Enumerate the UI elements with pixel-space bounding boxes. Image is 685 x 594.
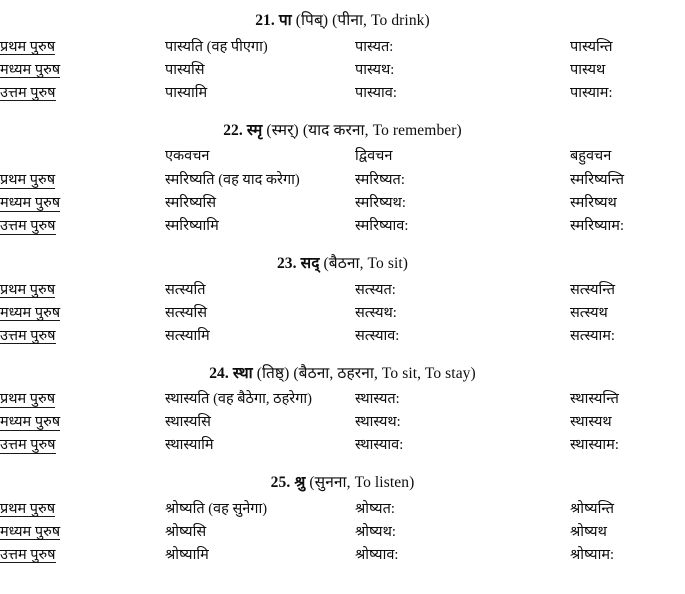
row-label-uttama-purusha — [0, 438, 165, 461]
verb-stem: (स्मर्) — [266, 121, 299, 139]
conjugation-table-21 — [0, 40, 685, 109]
cell-plural: पास्यथ — [570, 61, 606, 78]
cell-plural: श्रोष्याम: — [570, 546, 615, 563]
cell-singular: श्रोष्यति (वह सुनेगा) — [165, 500, 268, 517]
cell-dual: पास्यथ: — [355, 61, 395, 78]
cell-plural: स्थास्याम: — [570, 437, 619, 453]
row-label-text: प्रथम पुरुष — [0, 391, 56, 407]
row-label-text: मध्यम पुरुष — [0, 304, 61, 321]
cell-singular: स्थास्यसि — [165, 414, 211, 430]
spacer — [0, 352, 685, 366]
cell-plural: पास्याम: — [570, 84, 613, 101]
verb-root: श्रु — [294, 474, 306, 491]
verb-meaning: (याद करना, To remember) — [302, 121, 462, 139]
table-row — [0, 392, 685, 415]
cell-dual: सत्स्यत: — [355, 281, 396, 298]
cell-plural: सत्स्याम: — [570, 327, 615, 344]
section-number: 22. — [223, 121, 243, 139]
row-label-madhyama-purusha — [0, 525, 165, 548]
table-row — [0, 525, 685, 548]
cell-plural: स्थास्यन्ति — [570, 391, 619, 407]
cell-plural: सत्स्यन्ति — [570, 281, 615, 298]
conjugation-table-24 — [0, 392, 685, 461]
section-number: 21. — [255, 12, 275, 29]
cell-dual: स्मरिष्याव: — [355, 218, 409, 234]
cell-dual: स्मरिष्यत: — [355, 172, 405, 188]
row-label-text: उत्तम पुरुष — [0, 84, 56, 101]
row-label-text: प्रथम पुरुष — [0, 500, 56, 517]
verb-meaning: (बैठना, ठहरना, To sit, To stay) — [293, 364, 476, 382]
conjugation-section-21 — [0, 13, 685, 109]
spacer — [0, 109, 685, 123]
column-header-dvivachana: द्विवचन — [355, 148, 393, 164]
table-row — [0, 415, 685, 438]
table-row — [0, 502, 685, 525]
cell-singular: स्थास्यामि — [165, 437, 214, 453]
conjugation-table-25 — [0, 502, 685, 571]
cell-dual: श्रोष्यथ: — [355, 523, 396, 540]
section-title-25 — [0, 475, 685, 491]
cell-dual: पास्यत: — [355, 38, 394, 55]
row-label-prathama-purusha — [0, 502, 165, 525]
cell-dual: स्थास्यथ: — [355, 414, 401, 430]
spacer — [0, 242, 685, 256]
spacer — [0, 461, 685, 475]
section-title-24 — [0, 366, 685, 382]
row-label-prathama-purusha — [0, 173, 165, 196]
cell-singular: श्रोष्यामि — [165, 546, 209, 563]
row-label-text: उत्तम पुरुष — [0, 437, 56, 453]
table-row — [0, 438, 685, 461]
row-label-uttama-purusha — [0, 219, 165, 242]
row-label-madhyama-purusha — [0, 196, 165, 219]
table-row — [0, 196, 685, 219]
row-label-text: प्रथम पुरुष — [0, 38, 56, 55]
cell-singular: पास्यामि — [165, 84, 208, 101]
cell-singular: स्मरिष्यामि — [165, 218, 219, 234]
column-header-bahuvachana: बहुवचन — [570, 148, 612, 164]
row-label-text: प्रथम पुरुष — [0, 172, 56, 188]
header-spacer — [0, 149, 165, 173]
row-label-text: मध्यम पुरुष — [0, 195, 61, 211]
cell-singular: पास्यसि — [165, 61, 205, 78]
cell-plural: श्रोष्यथ — [570, 523, 607, 540]
conjugation-section-22 — [0, 123, 685, 243]
conjugation-table-23 — [0, 283, 685, 352]
spacer — [0, 29, 685, 40]
row-label-prathama-purusha — [0, 392, 165, 415]
conjugation-section-24 — [0, 366, 685, 462]
row-label-uttama-purusha — [0, 329, 165, 352]
cell-plural: श्रोष्यन्ति — [570, 500, 615, 517]
cell-singular: सत्स्यसि — [165, 304, 208, 321]
column-header-ekavachana: एकवचन — [165, 148, 210, 164]
conjugation-table-22 — [0, 149, 685, 242]
verb-stem: (तिष्ठ्) — [256, 364, 290, 382]
conjugation-section-25 — [0, 475, 685, 571]
table-row — [0, 63, 685, 86]
cell-dual: पास्याव: — [355, 84, 397, 101]
spacer — [0, 491, 685, 502]
row-label-text: प्रथम पुरुष — [0, 281, 56, 298]
verb-root: पा — [278, 12, 292, 29]
table-header-row — [0, 149, 685, 173]
cell-dual: स्थास्याव: — [355, 437, 404, 453]
row-label-madhyama-purusha — [0, 306, 165, 329]
verb-meaning: (बैठना, To sit) — [323, 255, 409, 272]
row-label-text: मध्यम पुरुष — [0, 61, 61, 78]
row-label-text: उत्तम पुरुष — [0, 546, 56, 563]
section-number: 23. — [276, 255, 297, 272]
cell-dual: श्रोष्याव: — [355, 546, 399, 563]
row-label-uttama-purusha — [0, 86, 165, 109]
cell-singular: सत्स्यति — [165, 281, 206, 298]
table-row — [0, 219, 685, 242]
cell-singular: स्मरिष्यति (वह याद करेगा) — [165, 172, 300, 188]
row-label-text: मध्यम पुरुष — [0, 414, 61, 430]
verb-meaning: (पीना, To drink) — [332, 12, 430, 29]
table-row — [0, 173, 685, 196]
section-title-22 — [0, 123, 685, 139]
cell-plural: स्मरिष्यथ — [570, 195, 617, 211]
section-title-23 — [0, 256, 685, 272]
row-label-prathama-purusha — [0, 283, 165, 306]
row-label-uttama-purusha — [0, 548, 165, 571]
verb-stem: (पिब्) — [295, 12, 329, 29]
row-label-text: उत्तम पुरुष — [0, 218, 56, 234]
cell-plural: पास्यन्ति — [570, 38, 613, 55]
table-row — [0, 329, 685, 352]
conjugation-section-23 — [0, 256, 685, 352]
table-row — [0, 306, 685, 329]
cell-singular: स्थास्यति (वह बैठेगा, ठहरेगा) — [165, 391, 312, 407]
cell-dual: सत्स्यथ: — [355, 304, 397, 321]
cell-plural: स्मरिष्यन्ति — [570, 172, 625, 188]
table-row — [0, 283, 685, 306]
row-label-text: उत्तम पुरुष — [0, 327, 56, 344]
row-label-text: मध्यम पुरुष — [0, 523, 61, 540]
cell-plural: स्थास्यथ — [570, 414, 612, 430]
spacer — [0, 272, 685, 283]
verb-root: स्था — [232, 364, 253, 382]
verb-root: सद् — [300, 255, 320, 272]
cell-dual: श्रोष्यत: — [355, 500, 395, 517]
table-row — [0, 548, 685, 571]
section-number: 24. — [209, 364, 229, 382]
cell-dual: स्थास्यत: — [355, 391, 400, 407]
row-label-madhyama-purusha — [0, 63, 165, 86]
cell-plural: स्मरिष्याम: — [570, 218, 625, 234]
verb-meaning: (सुनना, To listen) — [309, 474, 415, 491]
cell-dual: सत्स्याव: — [355, 327, 400, 344]
cell-singular: स्मरिष्यसि — [165, 195, 217, 211]
cell-singular: पास्यति (वह पीएगा) — [165, 38, 268, 55]
table-row — [0, 86, 685, 109]
verb-root: स्मृ — [246, 121, 263, 139]
cell-singular: श्रोष्यसि — [165, 523, 207, 540]
row-label-prathama-purusha — [0, 40, 165, 63]
cell-plural: सत्स्यथ — [570, 304, 608, 321]
row-label-madhyama-purusha — [0, 415, 165, 438]
section-number: 25. — [270, 474, 291, 491]
cell-singular: सत्स्यामि — [165, 327, 210, 344]
cell-dual: स्मरिष्यथ: — [355, 195, 406, 211]
table-row — [0, 40, 685, 63]
section-title-21 — [0, 13, 685, 29]
